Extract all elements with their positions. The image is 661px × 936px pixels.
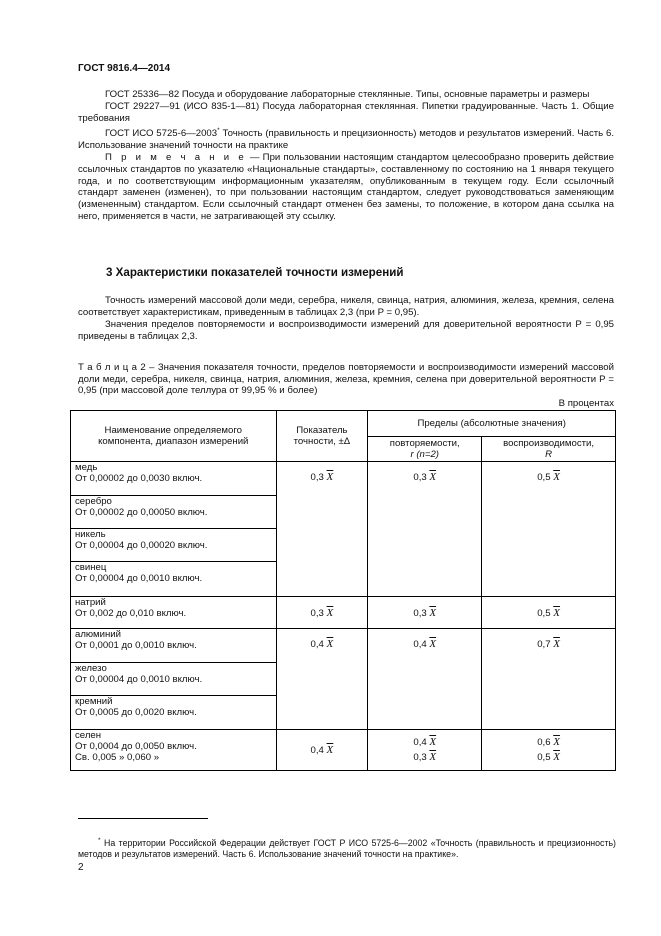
- note-text: — При пользовании настоящим стандартом целесообразно проверить действие ссылочных стандартов по указателю «Национальные стандарты», составленному по состоянию на 1 января текущего года, и по соответствующим информационным указателям, опубликованным в текущем году. Если ссылочный стандарт заменен (изменен), то при пользовании настоящим стандартом, следует руководствоваться заменяющим (измененным) стандартом. Если ссылочный стандарт отменен без замены, то положение, в котором дана ссылка на него, применяется в части, не затрагивающей эту ссылку.: [78, 151, 614, 223]
- footnote: [78, 835, 616, 861]
- repeatability-value: 0,3: [413, 472, 427, 483]
- component-name: натрий: [75, 597, 106, 608]
- reproducibility-cell: [482, 629, 616, 730]
- paragraph-2: Значения пределов повторяемости и воспроизводимости измерений для доверительной вероятности P = 0,95 приведены в таблицах 2,3.: [78, 318, 614, 342]
- mean-symbol: $\overline{X}$: [429, 751, 437, 763]
- header-accuracy: Показатель точности, ±Δ: [276, 411, 368, 462]
- repeatability-value: 0,3: [413, 752, 427, 763]
- header-reproducibility-label: воспроизводимости,: [503, 437, 595, 449]
- mean-symbol: $\overline{X}$: [326, 606, 334, 619]
- repeatability-value: 0,4: [413, 639, 427, 650]
- component-cell: [71, 562, 277, 597]
- table-row: [71, 462, 616, 496]
- accuracy-value: 0,3: [310, 472, 324, 483]
- repeatability-cell: [368, 462, 482, 597]
- component-cell: [71, 730, 277, 771]
- component-range: От 0,00004 до 0,00020 включ.: [75, 540, 208, 551]
- table-caption-label: Т а б л и ц а 2: [78, 362, 146, 373]
- footnote-text: На территории Российской Федерации действует ГОСТ Р ИСО 5725-6—2002 «Точность (правильность и прецизионность) методов и результатов измерений. Часть 6. Использование значений точности на практике».: [78, 837, 616, 860]
- accuracy-cell: [276, 462, 368, 597]
- component-name: алюминий: [75, 629, 121, 640]
- component-range: Св. 0,005 » 0,060 »: [75, 752, 160, 763]
- component-cell: [71, 496, 277, 529]
- reproducibility-value: 0,6: [537, 737, 551, 748]
- mean-symbol: $\overline{X}$: [553, 606, 560, 619]
- reference-3-code: ГОСТ ИСО 5725-6—2003: [105, 127, 218, 139]
- reproducibility-value: 0,5: [537, 752, 551, 763]
- reproducibility-cell: [482, 597, 616, 629]
- mean-symbol: $\overline{X}$: [326, 471, 334, 483]
- mean-symbol: $\overline{X}$: [553, 736, 560, 748]
- accuracy-cell: [276, 629, 368, 730]
- component-name: железо: [75, 663, 107, 674]
- section-body: [78, 295, 614, 343]
- reference-1: ГОСТ 25336—82 Посуда и оборудование лабораторные стеклянные. Типы, основные параметры и размеры: [105, 89, 590, 100]
- units-label: В процентах: [558, 398, 614, 409]
- table-caption: [78, 362, 614, 397]
- component-range: От 0,0005 до 0,0020 включ.: [75, 707, 197, 718]
- table-row: [71, 730, 616, 771]
- reference-2: ГОСТ 29227—91 (ИСО 835-1—81) Посуда лабораторная стеклянная. Пипетки градуированные. Часть 1. Общие требования: [78, 100, 614, 124]
- component-range: От 0,0001 до 0,0010 включ.: [75, 640, 197, 651]
- component-range: От 0,002 до 0,010 включ.: [75, 608, 187, 619]
- footnote-mark: *: [98, 837, 101, 844]
- reference-3: [78, 125, 614, 152]
- header-repeatability-symbol: r (n=2): [410, 449, 439, 460]
- document-header: ГОСТ 9816.4—2014: [78, 63, 171, 74]
- note-paragraph: [78, 152, 614, 223]
- references-block: [78, 89, 614, 223]
- component-cell: [71, 696, 277, 730]
- component-name: кремний: [75, 696, 113, 707]
- accuracy-value: 0,4: [310, 745, 324, 756]
- repeatability-value: 0,4: [413, 737, 427, 748]
- accuracy-value: 0,4: [310, 639, 324, 650]
- component-name: селен: [75, 730, 102, 741]
- mean-symbol: $\overline{X}$: [553, 751, 560, 763]
- repeatability-value: 0,3: [413, 607, 427, 619]
- component-range: От 0,00004 до 0,0010 включ.: [75, 674, 203, 685]
- mean-symbol: $\overline{X}$: [553, 638, 560, 650]
- paragraph-1: Точность измерений массовой доли меди, серебра, никеля, свинца, натрия, алюминия, железа, кремния, селена соответствует характеристикам, приведенным в таблицах 2,3 (при P = 0,95).: [78, 295, 614, 318]
- note-label: П р и м е ч а н и е: [105, 151, 247, 163]
- accuracy-value: 0,3: [310, 607, 324, 619]
- header-reproducibility-symbol: R: [545, 449, 553, 460]
- component-cell: [71, 462, 277, 496]
- mean-symbol: $\overline{X}$: [326, 744, 334, 756]
- reference-3-title: Точность (правильность и прецизионность) методов и результатов измерений. Часть 6. Использование значений точности на практике: [78, 127, 614, 151]
- accuracy-table: [70, 410, 616, 771]
- mean-symbol: $\overline{X}$: [553, 471, 560, 483]
- reproducibility-cell: [482, 462, 616, 597]
- repeatability-cell: [368, 730, 482, 771]
- table-caption-text: ‒ Значения показателя точности, пределов повторяемости и воспроизводимости измерений массовой доли меди, серебра, никеля, свинца, натрия, алюминия, железа, кремния, селена при доверительной вероятности P = 0,95 (при массовой доле теллура от 99,95 % и более): [78, 362, 614, 397]
- component-name: никель: [75, 529, 106, 540]
- mean-symbol: $\overline{X}$: [429, 471, 437, 483]
- component-range: От 0,0004 до 0,0050 включ.: [75, 741, 197, 752]
- component-name: серебро: [75, 496, 112, 507]
- reproducibility-value: 0,5: [537, 607, 551, 619]
- component-name: свинец: [75, 562, 107, 573]
- mean-symbol: $\overline{X}$: [429, 736, 437, 748]
- footnote-divider: [78, 818, 208, 819]
- reproducibility-cell: [482, 730, 616, 771]
- component-cell: [71, 529, 277, 562]
- mean-symbol: $\overline{X}$: [326, 638, 334, 650]
- reproducibility-value: 0,7: [537, 639, 551, 650]
- repeatability-cell: [368, 597, 482, 629]
- header-repeatability: [368, 437, 482, 462]
- component-range: От 0,00002 до 0,00050 включ.: [75, 507, 208, 518]
- reproducibility-value: 0,5: [537, 472, 551, 483]
- mean-symbol: $\overline{X}$: [429, 606, 437, 619]
- component-name: медь: [75, 462, 98, 473]
- reference-3-mark: *: [217, 126, 220, 134]
- accuracy-cell: [276, 730, 368, 771]
- header-reproducibility: [482, 437, 616, 462]
- component-cell: [71, 597, 277, 629]
- mean-symbol: $\overline{X}$: [429, 638, 437, 650]
- component-cell: [71, 663, 277, 696]
- section-title: 3 Характеристики показателей точности измерений: [106, 266, 404, 279]
- component-cell: [71, 629, 277, 663]
- header-repeatability-label: повторяемости,: [389, 437, 460, 449]
- component-range: От 0,00004 до 0,0010 включ.: [75, 573, 203, 584]
- table-row: [71, 597, 616, 629]
- component-range: От 0,00002 до 0,0030 включ.: [75, 473, 203, 484]
- repeatability-cell: [368, 629, 482, 730]
- accuracy-cell: [276, 597, 368, 629]
- page-number: 2: [78, 862, 84, 873]
- header-limits: Пределы (абсолютные значения): [368, 411, 616, 437]
- table-row: [71, 629, 616, 663]
- header-component: Наименование определяемого компонента, диапазон измерений: [71, 411, 277, 462]
